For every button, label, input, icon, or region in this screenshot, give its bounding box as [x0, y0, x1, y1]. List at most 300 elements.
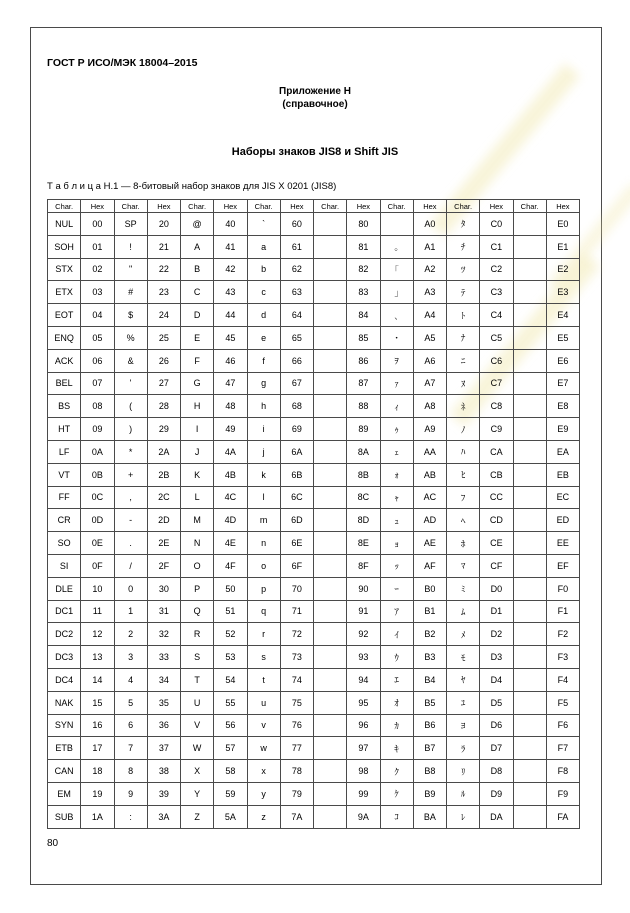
hex-cell: 76: [280, 714, 313, 737]
hex-cell: 85: [347, 326, 380, 349]
hex-cell: 2E: [147, 532, 180, 555]
char-cell: [513, 326, 546, 349]
char-cell: [513, 691, 546, 714]
hex-cell: F4: [546, 668, 579, 691]
char-cell: ｶ: [380, 714, 413, 737]
char-cell: +: [114, 463, 147, 486]
hex-cell: 69: [280, 418, 313, 441]
char-cell: FF: [48, 486, 81, 509]
hex-cell: 06: [81, 349, 114, 372]
char-cell: ﾒ: [447, 623, 480, 646]
hex-cell: AD: [413, 509, 446, 532]
char-cell: ﾑ: [447, 600, 480, 623]
hex-cell: D7: [480, 737, 513, 760]
hex-cell: C3: [480, 281, 513, 304]
hex-cell: 37: [147, 737, 180, 760]
char-cell: ｡: [380, 235, 413, 258]
char-cell: w: [247, 737, 280, 760]
char-cell: r: [247, 623, 280, 646]
table-row: [48, 691, 580, 714]
char-cell: [513, 372, 546, 395]
table-row: [48, 281, 580, 304]
hex-cell: 18: [81, 760, 114, 783]
char-cell: /: [114, 554, 147, 577]
char-cell: X: [181, 760, 214, 783]
char-cell: ｺ: [380, 805, 413, 828]
char-cell: BEL: [48, 372, 81, 395]
table-caption-text: — 8-битовый набор знаков для JIS X 0201 (JIS8): [118, 181, 337, 192]
hex-cell: B3: [413, 646, 446, 669]
char-cell: ﾊ: [447, 440, 480, 463]
char-cell: [314, 691, 347, 714]
char-cell: 0: [114, 577, 147, 600]
table-header: [48, 200, 580, 213]
hex-cell: D4: [480, 668, 513, 691]
table-caption: [47, 181, 336, 192]
table-row: [48, 486, 580, 509]
hex-cell: A8: [413, 395, 446, 418]
char-cell: [513, 760, 546, 783]
hex-cell: B1: [413, 600, 446, 623]
char-cell: H: [181, 395, 214, 418]
char-cell: DC1: [48, 600, 81, 623]
char-cell: [513, 258, 546, 281]
char-cell: o: [247, 554, 280, 577]
table-row: [48, 395, 580, 418]
char-cell: B: [181, 258, 214, 281]
char-cell: 7: [114, 737, 147, 760]
char-cell: [314, 805, 347, 828]
char-cell: ｨ: [380, 395, 413, 418]
hex-cell: 82: [347, 258, 380, 281]
char-cell: SUB: [48, 805, 81, 828]
hex-cell: 4F: [214, 554, 247, 577]
hex-cell: 93: [347, 646, 380, 669]
appendix-heading: [0, 85, 630, 111]
char-cell: :: [114, 805, 147, 828]
char-cell: EM: [48, 782, 81, 805]
char-cell: [314, 668, 347, 691]
char-cell: P: [181, 577, 214, 600]
char-cell: ｪ: [380, 440, 413, 463]
char-cell: j: [247, 440, 280, 463]
hex-cell: F6: [546, 714, 579, 737]
char-cell: [513, 532, 546, 555]
hex-cell: 70: [280, 577, 313, 600]
table-row: [48, 805, 580, 828]
char-cell: G: [181, 372, 214, 395]
hex-cell: 52: [214, 623, 247, 646]
hex-cell: 02: [81, 258, 114, 281]
char-cell: [314, 646, 347, 669]
char-cell: DC3: [48, 646, 81, 669]
hex-cell: 4B: [214, 463, 247, 486]
hex-cell: A1: [413, 235, 446, 258]
hex-cell: F0: [546, 577, 579, 600]
char-cell: ﾔ: [447, 668, 480, 691]
hex-cell: 59: [214, 782, 247, 805]
table-row: [48, 577, 580, 600]
char-cell: [513, 782, 546, 805]
char-cell: 5: [114, 691, 147, 714]
hex-cell: 01: [81, 235, 114, 258]
hex-cell: 55: [214, 691, 247, 714]
char-cell: 3: [114, 646, 147, 669]
col-header-char: Char.: [314, 200, 347, 213]
char-cell: ﾄ: [447, 304, 480, 327]
char-cell: LF: [48, 440, 81, 463]
hex-cell: D0: [480, 577, 513, 600]
char-cell: VT: [48, 463, 81, 486]
char-cell: [513, 554, 546, 577]
hex-cell: 6D: [280, 509, 313, 532]
char-cell: DC2: [48, 623, 81, 646]
hex-cell: 24: [147, 304, 180, 327]
hex-cell: B9: [413, 782, 446, 805]
char-cell: l: [247, 486, 280, 509]
hex-cell: C4: [480, 304, 513, 327]
char-cell: [314, 418, 347, 441]
char-cell: d: [247, 304, 280, 327]
char-cell: [513, 486, 546, 509]
hex-cell: 09: [81, 418, 114, 441]
hex-cell: 27: [147, 372, 180, 395]
char-cell: ｩ: [380, 418, 413, 441]
hex-cell: 03: [81, 281, 114, 304]
table-row: [48, 532, 580, 555]
hex-cell: 78: [280, 760, 313, 783]
hex-cell: 8F: [347, 554, 380, 577]
col-header-char: Char.: [114, 200, 147, 213]
hex-cell: 98: [347, 760, 380, 783]
char-cell: m: [247, 509, 280, 532]
col-header-char: Char.: [48, 200, 81, 213]
col-header-char: Char.: [247, 200, 280, 213]
table-row: [48, 440, 580, 463]
char-cell: [513, 623, 546, 646]
char-cell: E: [181, 326, 214, 349]
char-cell: -: [114, 509, 147, 532]
hex-cell: 2A: [147, 440, 180, 463]
hex-cell: 99: [347, 782, 380, 805]
hex-cell: 71: [280, 600, 313, 623]
hex-cell: 2C: [147, 486, 180, 509]
char-cell: ｴ: [380, 668, 413, 691]
char-cell: [314, 509, 347, 532]
hex-cell: 8A: [347, 440, 380, 463]
char-cell: SP: [114, 213, 147, 236]
char-cell: [513, 646, 546, 669]
hex-cell: 67: [280, 372, 313, 395]
char-cell: [314, 281, 347, 304]
char-cell: ": [114, 258, 147, 281]
hex-cell: 4A: [214, 440, 247, 463]
table-row: [48, 418, 580, 441]
char-cell: ﾆ: [447, 349, 480, 372]
hex-cell: B0: [413, 577, 446, 600]
hex-cell: 38: [147, 760, 180, 783]
char-cell: NAK: [48, 691, 81, 714]
char-cell: ﾎ: [447, 532, 480, 555]
char-cell: ｱ: [380, 600, 413, 623]
hex-cell: 54: [214, 668, 247, 691]
char-cell: #: [114, 281, 147, 304]
hex-cell: 73: [280, 646, 313, 669]
hex-cell: A5: [413, 326, 446, 349]
hex-cell: F5: [546, 691, 579, 714]
hex-cell: 05: [81, 326, 114, 349]
hex-cell: C6: [480, 349, 513, 372]
char-cell: b: [247, 258, 280, 281]
hex-cell: E2: [546, 258, 579, 281]
hex-cell: FA: [546, 805, 579, 828]
hex-cell: D2: [480, 623, 513, 646]
hex-cell: 00: [81, 213, 114, 236]
hex-cell: 68: [280, 395, 313, 418]
hex-cell: 64: [280, 304, 313, 327]
char-cell: Y: [181, 782, 214, 805]
char-cell: 6: [114, 714, 147, 737]
table-row: [48, 213, 580, 236]
hex-cell: CD: [480, 509, 513, 532]
hex-cell: 22: [147, 258, 180, 281]
table-row: [48, 760, 580, 783]
char-cell: ﾌ: [447, 486, 480, 509]
char-cell: ﾘ: [447, 760, 480, 783]
char-cell: [314, 395, 347, 418]
hex-cell: 2D: [147, 509, 180, 532]
jis8-table: [47, 199, 580, 829]
hex-cell: AB: [413, 463, 446, 486]
char-cell: [513, 235, 546, 258]
char-cell: ﾁ: [447, 235, 480, 258]
char-cell: e: [247, 326, 280, 349]
char-cell: [513, 600, 546, 623]
char-cell: [513, 418, 546, 441]
char-cell: h: [247, 395, 280, 418]
char-cell: [380, 213, 413, 236]
char-cell: q: [247, 600, 280, 623]
hex-cell: C7: [480, 372, 513, 395]
col-header-hex: Hex: [147, 200, 180, 213]
hex-cell: 6A: [280, 440, 313, 463]
hex-cell: 14: [81, 668, 114, 691]
char-cell: 9: [114, 782, 147, 805]
hex-cell: A3: [413, 281, 446, 304]
char-cell: [314, 486, 347, 509]
char-cell: F: [181, 349, 214, 372]
hex-cell: 34: [147, 668, 180, 691]
hex-cell: 0B: [81, 463, 114, 486]
hex-cell: EE: [546, 532, 579, 555]
char-cell: 8: [114, 760, 147, 783]
hex-cell: 35: [147, 691, 180, 714]
char-cell: ｣: [380, 281, 413, 304]
char-cell: STX: [48, 258, 81, 281]
char-cell: ﾅ: [447, 326, 480, 349]
char-cell: DC4: [48, 668, 81, 691]
char-cell: [314, 760, 347, 783]
hex-cell: E5: [546, 326, 579, 349]
hex-cell: 48: [214, 395, 247, 418]
hex-cell: 8E: [347, 532, 380, 555]
hex-cell: 04: [81, 304, 114, 327]
hex-cell: 2B: [147, 463, 180, 486]
table-row: [48, 326, 580, 349]
char-cell: N: [181, 532, 214, 555]
table-row: [48, 646, 580, 669]
char-cell: V: [181, 714, 214, 737]
char-cell: ﾍ: [447, 509, 480, 532]
hex-cell: 61: [280, 235, 313, 258]
hex-cell: 31: [147, 600, 180, 623]
char-cell: s: [247, 646, 280, 669]
hex-cell: 1A: [81, 805, 114, 828]
hex-cell: AC: [413, 486, 446, 509]
char-cell: ﾗ: [447, 737, 480, 760]
char-cell: U: [181, 691, 214, 714]
char-cell: [314, 258, 347, 281]
table-caption-label: Т а б л и ц а Н.1: [47, 181, 119, 192]
hex-cell: B7: [413, 737, 446, 760]
hex-cell: 83: [347, 281, 380, 304]
char-cell: NUL: [48, 213, 81, 236]
char-cell: CAN: [48, 760, 81, 783]
hex-cell: 6C: [280, 486, 313, 509]
hex-cell: 44: [214, 304, 247, 327]
char-cell: ﾙ: [447, 782, 480, 805]
hex-cell: 4C: [214, 486, 247, 509]
char-cell: ﾏ: [447, 554, 480, 577]
char-cell: [314, 554, 347, 577]
hex-cell: DA: [480, 805, 513, 828]
hex-cell: EF: [546, 554, 579, 577]
appendix-subtitle: (справочное): [282, 99, 348, 110]
hex-cell: F1: [546, 600, 579, 623]
char-cell: !: [114, 235, 147, 258]
hex-cell: CC: [480, 486, 513, 509]
char-cell: [314, 304, 347, 327]
char-cell: SI: [48, 554, 81, 577]
char-cell: ｢: [380, 258, 413, 281]
hex-cell: 4D: [214, 509, 247, 532]
char-cell: ,: [114, 486, 147, 509]
char-cell: 1: [114, 600, 147, 623]
char-cell: [314, 463, 347, 486]
hex-cell: 0A: [81, 440, 114, 463]
char-cell: C: [181, 281, 214, 304]
doc-code: ГОСТ Р ИСО/МЭК 18004–2015: [47, 57, 198, 69]
char-cell: ｦ: [380, 349, 413, 372]
hex-cell: F7: [546, 737, 579, 760]
char-cell: EOT: [48, 304, 81, 327]
char-cell: SYN: [48, 714, 81, 737]
char-cell: u: [247, 691, 280, 714]
hex-cell: EA: [546, 440, 579, 463]
hex-cell: 97: [347, 737, 380, 760]
hex-cell: 16: [81, 714, 114, 737]
char-cell: ﾚ: [447, 805, 480, 828]
hex-cell: 39: [147, 782, 180, 805]
char-cell: ｯ: [380, 554, 413, 577]
hex-cell: AE: [413, 532, 446, 555]
hex-cell: AF: [413, 554, 446, 577]
col-header-hex: Hex: [214, 200, 247, 213]
hex-cell: B2: [413, 623, 446, 646]
hex-cell: A9: [413, 418, 446, 441]
hex-cell: EC: [546, 486, 579, 509]
char-cell: [513, 304, 546, 327]
hex-cell: 21: [147, 235, 180, 258]
hex-cell: BA: [413, 805, 446, 828]
col-header-hex: Hex: [81, 200, 114, 213]
col-header-hex: Hex: [480, 200, 513, 213]
char-cell: k: [247, 463, 280, 486]
hex-cell: 84: [347, 304, 380, 327]
char-cell: [314, 714, 347, 737]
table-header-row: [48, 200, 580, 213]
hex-cell: 8C: [347, 486, 380, 509]
hex-cell: CF: [480, 554, 513, 577]
col-header-hex: Hex: [280, 200, 313, 213]
hex-cell: 81: [347, 235, 380, 258]
hex-cell: D6: [480, 714, 513, 737]
hex-cell: A7: [413, 372, 446, 395]
table-row: [48, 714, 580, 737]
hex-cell: 87: [347, 372, 380, 395]
table-row: [48, 600, 580, 623]
hex-cell: A2: [413, 258, 446, 281]
char-cell: A: [181, 235, 214, 258]
col-header-char: Char.: [513, 200, 546, 213]
hex-cell: 96: [347, 714, 380, 737]
char-cell: ': [114, 372, 147, 395]
hex-cell: 63: [280, 281, 313, 304]
hex-cell: C2: [480, 258, 513, 281]
char-cell: HT: [48, 418, 81, 441]
char-cell: K: [181, 463, 214, 486]
char-cell: ETB: [48, 737, 81, 760]
hex-cell: 32: [147, 623, 180, 646]
char-cell: D: [181, 304, 214, 327]
char-cell: a: [247, 235, 280, 258]
hex-cell: 41: [214, 235, 247, 258]
hex-cell: C5: [480, 326, 513, 349]
hex-cell: D8: [480, 760, 513, 783]
hex-cell: CA: [480, 440, 513, 463]
hex-cell: 23: [147, 281, 180, 304]
char-cell: [314, 213, 347, 236]
hex-cell: 51: [214, 600, 247, 623]
char-cell: ｵ: [380, 691, 413, 714]
hex-cell: D5: [480, 691, 513, 714]
hex-cell: 36: [147, 714, 180, 737]
hex-cell: 08: [81, 395, 114, 418]
hex-cell: 2F: [147, 554, 180, 577]
hex-cell: CB: [480, 463, 513, 486]
hex-cell: 28: [147, 395, 180, 418]
char-cell: L: [181, 486, 214, 509]
hex-cell: 89: [347, 418, 380, 441]
char-cell: [314, 623, 347, 646]
hex-cell: 15: [81, 691, 114, 714]
char-cell: ｭ: [380, 509, 413, 532]
hex-cell: D9: [480, 782, 513, 805]
table-row: [48, 782, 580, 805]
hex-cell: 91: [347, 600, 380, 623]
char-cell: [314, 235, 347, 258]
char-cell: $: [114, 304, 147, 327]
